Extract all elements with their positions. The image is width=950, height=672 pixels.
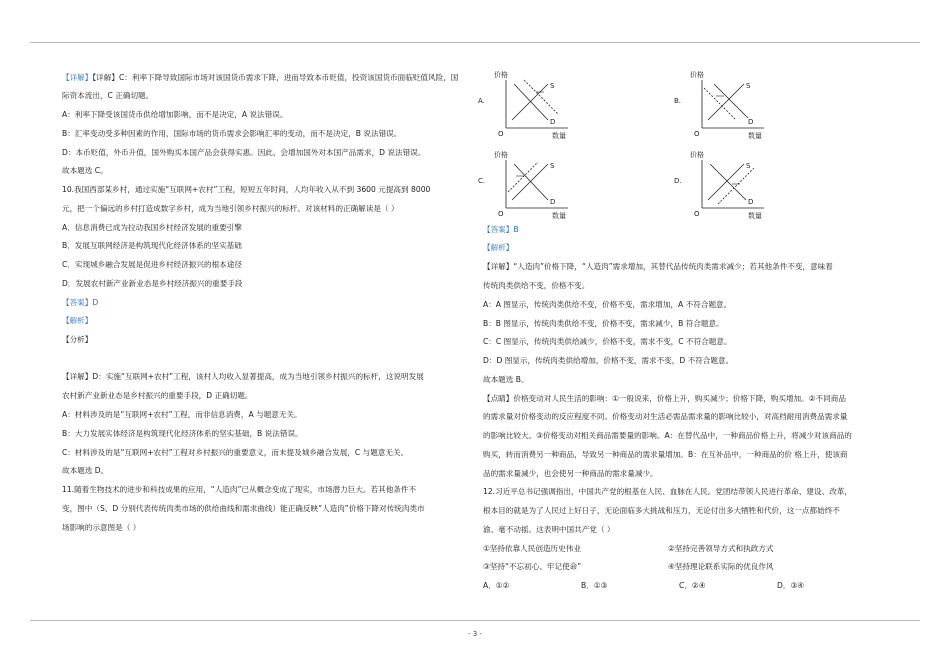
text-line: 【点睛】价格变动对人民生活的影响：①一般说来，价格上升，购买减少；价格下降，购买增加。②不同商品 — [483, 394, 846, 403]
y-axis-label: 价格 — [494, 151, 508, 159]
text-line: 农村新产业新业态是乡村振兴的重要手段，D 正确切题。 — [62, 391, 253, 400]
question-12-text: 渝、毫不动摇。这表明中国共产党（ ） — [483, 525, 615, 534]
page-number: - 3 - — [468, 630, 482, 638]
demand-label: D — [550, 118, 556, 126]
text-line: 品的需求量减少，也会使另一种商品的需求量减少。 — [483, 469, 658, 478]
text-line: D：D 图显示，传统肉类供给增加，价格不变，需求不变，D 不符合题意。 — [483, 356, 734, 365]
answer-label: 【答案】D — [62, 298, 99, 307]
graph-option-a — [480, 66, 580, 145]
x-axis-label: 数量 — [748, 212, 762, 220]
supply-label: S — [550, 82, 555, 90]
text-line: 传统肉类供给不变，价格不变。 — [483, 281, 590, 290]
choice-b: B．①③ — [581, 581, 608, 590]
analysis-label: 【解析】 — [483, 243, 514, 252]
supply-curve — [708, 84, 744, 120]
demand-label: D — [748, 198, 754, 206]
x-axis-label: 数量 — [748, 132, 762, 140]
text-line: A：利率下降受该国货币供给增加影响，而不是决定，A 说法错误。 — [62, 110, 288, 119]
supply-label: S — [746, 162, 751, 170]
graph-option-d — [676, 146, 776, 225]
question-12-text: 12.习近平总书记强调指出，中国共产党的根基在人民、血脉在人民。党团结带领人民进行革命、建设、改革， — [483, 487, 852, 496]
answer-label: 【答案】B — [483, 225, 519, 234]
supply-label: S — [550, 162, 555, 170]
option-b: B．发展互联网经济是构筑现代化经济体系的坚实基础 — [62, 241, 242, 250]
supply-curve-shifted — [508, 162, 538, 192]
demand-curve — [710, 164, 746, 200]
analysis-sub-label: 【分析】 — [62, 335, 93, 344]
question-11-text: 变，图中（S、D 分别代表传统肉类市场的供给曲线和需求曲线）能正确反映“人造肉”价格下降对传统肉类市 — [62, 504, 425, 513]
question-10-text: 10.我国西部某乡村，通过实施“互联网+农村”工程，短短五年时间，人均年收入从不到 3600 元提高到 8000 — [62, 185, 431, 194]
option-a: A．信息消费已成为拉动我国乡村经济发展的重要引擎 — [62, 223, 242, 232]
text-line: 故本题选 B。 — [483, 375, 529, 384]
graph-option-label: A. — [478, 97, 485, 105]
choice-a: A．①② — [483, 581, 510, 590]
text-line: A：A 图显示，传统肉类供给不变，价格不变，需求增加，A 不符合题意。 — [483, 300, 732, 309]
top-rule — [30, 42, 920, 43]
text-line: B：B 图显示，传统肉类供给不变，价格不变，需求减少，B 符合题意。 — [483, 319, 724, 328]
supply-curve — [708, 164, 744, 200]
text-line: 【详解】“人造肉”价格下降，“人造肉”需求增加，其替代品传统肉类需求减少；若其他条件不变，意味着 — [483, 262, 833, 271]
demand-curve-shifted — [704, 88, 736, 120]
text-line: B：汇率变动受多种因素的作用，国际市场的货币需求会影响汇率的变动，而不是决定，B 说法错误。 — [62, 129, 402, 138]
statement-2: ②坚持完善领导方式和执政方式 — [668, 544, 774, 553]
supply-label: S — [746, 82, 751, 90]
text-line: B：大力发展实体经济是构筑现代化经济体系的坚实基础，B 说法错误。 — [62, 429, 303, 438]
text-line: 的需求量对价格变动的反应程度不同。价格变动对生活必需品需求量的影响比较小，对高档耐用消费品需求量 — [483, 412, 848, 421]
text-line: 际资本流出，C 正确切题。 — [62, 91, 154, 100]
choice-d: D．③④ — [777, 581, 805, 590]
demand-label: D — [748, 118, 754, 126]
text-line: C：C 图显示，传统肉类供给减少，价格不变，需求不变，C 不符合题意。 — [483, 337, 732, 346]
graph-option-label: D. — [674, 177, 682, 185]
option-c: C．实现城乡融合发展是促进乡村经济振兴的根本途径 — [62, 260, 242, 269]
origin-label: O — [694, 210, 700, 218]
question-10-text: 元，把一个偏远的乡村打造成数字乡村，成为当地引领乡村振兴的标杆。对该材料的正确解读是（ ） — [62, 204, 399, 213]
bottom-rule — [30, 620, 920, 621]
origin-label: O — [498, 210, 504, 218]
text-line: C：材料涉及的是“互联网+农村”工程对乡村振兴的重要意义，而未提及城乡融合发展，C 与题意无关。 — [62, 448, 409, 457]
text-line: 购买，转而消费另一种商品，导致另一种商品的需求量增加。B：在互补品中，一种商品的价 格上升，使该商 — [483, 450, 848, 459]
graph-option-label: C. — [478, 177, 486, 185]
text-line: 【详解】D：实施“互联网+农村”工程，该村人均收入显著提高，成为当地引领乡村振兴的标杆，这说明发展 — [62, 372, 424, 381]
graph-option-label: B. — [674, 97, 682, 105]
choice-c: C．②④ — [679, 581, 706, 590]
question-12-text: 根本目的就是为了人民过上好日子，无论面临多大挑战和压力，无论付出多大牺牲和代价，这一点都始终不 — [483, 506, 840, 515]
statement-3: ③坚持“不忘初心、牢记使命” — [483, 562, 582, 571]
graph-option-b — [676, 66, 776, 145]
text-line: 的影响比较大。③价格变动对相关商品需要量的影响。A：在替代品中，一种商品价格上升，将减少对该商品的 — [483, 431, 852, 440]
statement-4: ④坚持理论联系实际的优良作风 — [668, 562, 774, 571]
x-axis-label: 数量 — [552, 132, 566, 140]
origin-label: O — [694, 130, 700, 138]
y-axis-label: 价格 — [494, 71, 508, 79]
question-11-text: 场影响的示意图是（ ） — [62, 523, 141, 532]
origin-label: O — [498, 130, 504, 138]
text-line: A：材料涉及的是“互联网+农村”工程，而非信息消费，A 与题意无关。 — [62, 410, 302, 419]
graph-option-c — [480, 146, 580, 225]
text-line: 【详解】【详解】C：利率下降导致国际市场对该国货币需求下降，进而导致本币贬值，投资该国货币面临贬值风险，国 — [62, 73, 459, 82]
text-line: 故本题选 C。 — [62, 166, 108, 175]
analysis-label: 【解析】 — [62, 316, 93, 325]
text-line: D：本币贬值，外币升值，国外购买本国产品会获得实惠。因此，会增加国外对本国产品需求，D 说法错误。 — [62, 148, 426, 157]
option-d: D．发展农村新产业新业态是乡村经济振兴的重要手段 — [62, 279, 243, 288]
demand-curve — [714, 84, 748, 118]
demand-label: D — [550, 198, 556, 206]
x-axis-label: 数量 — [552, 212, 566, 220]
y-axis-label: 价格 — [690, 71, 704, 79]
question-11-text: 11.随着生物技术的进步和科技成果的应用，“人造肉”已从概念变成了现实，市场潜力巨大。若其他条件不 — [62, 485, 417, 494]
y-axis-label: 价格 — [690, 151, 704, 159]
text-line: 故本题选 D。 — [62, 466, 109, 475]
statement-1: ①坚持依靠人民创造历史伟业 — [483, 544, 581, 553]
